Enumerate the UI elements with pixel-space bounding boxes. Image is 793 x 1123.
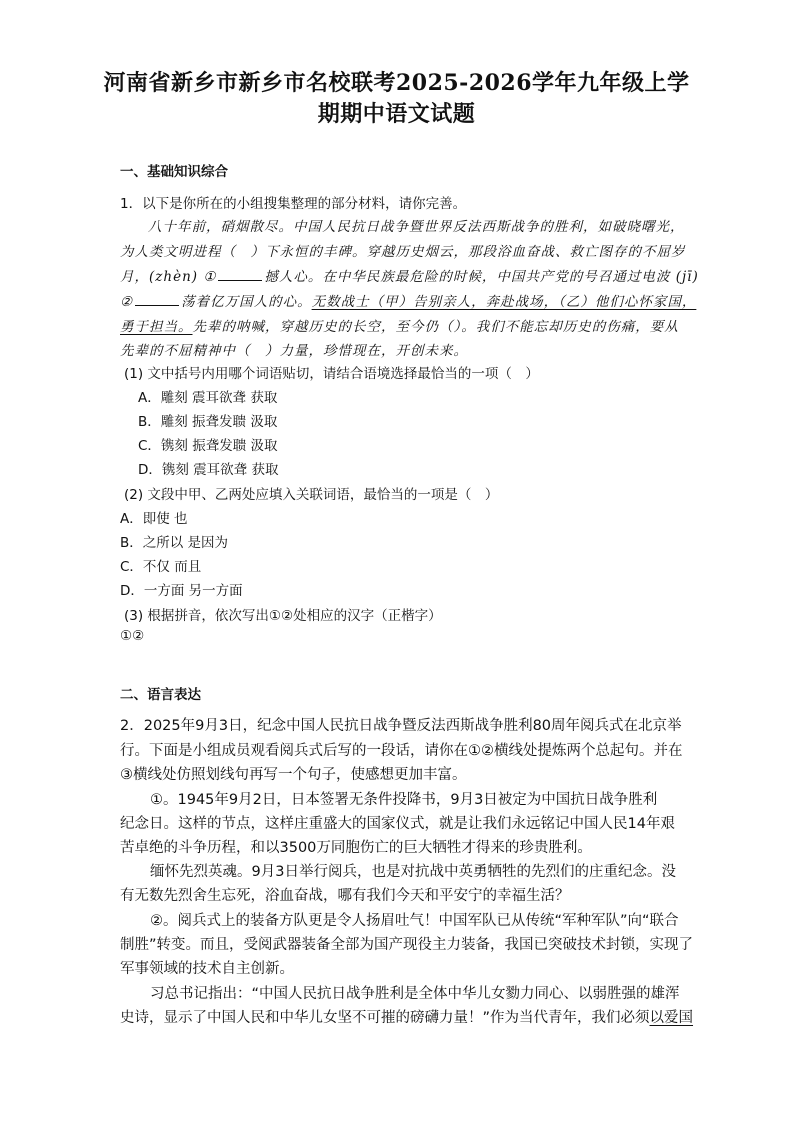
underlined-sentence: 无数战士（甲）告别亲人，奔赴战场，（乙）他们心怀家国， [311,294,697,310]
passage-line-3 [120,265,699,285]
question-2-line-2: 行。下面是小组成员观看阅兵式后写的一段话，请你在①②横线处提炼两个总起句。并在 [120,743,683,759]
passage-line-5 [120,315,679,335]
paragraph-4-line-2 [120,1006,693,1027]
passage-line-6: 先辈的不屈精神中（ ）力量，珍惜现在，开创未来。 [120,343,468,359]
option-2a[interactable]: A．即使 也 [120,511,188,527]
sub-question-2-stem: (2) 文段中甲、乙两处应填入关联词语，最恰当的一项是（ ） [124,487,499,503]
option-2d[interactable]: D．一方面 另一方面 [120,583,243,599]
option-2c[interactable]: C．不仅 而且 [120,559,202,575]
option-1d[interactable]: D．镌刻 震耳欲聋 获取 [138,462,279,478]
passage-line-2: 为人类文明进程（ ）下永恒的丰碑。穿越历史烟云，那段浴血奋战、救亡图存的不屈岁 [120,244,686,260]
answer-blank-2[interactable] [135,293,179,306]
answer-blank-1[interactable] [218,268,262,281]
option-1c[interactable]: C．镌刻 振聋发聩 汲取 [138,438,278,454]
paragraph-3-line-3: 军事领域的技术自主创新。 [120,961,294,977]
passage-text: ② [120,294,134,310]
paragraph-text: 史诗，显示了中国人民和中华儿女坚不可摧的磅礴力量！”作为当代青年，我们必须 [120,1010,650,1026]
option-2b[interactable]: B．之所以 是因为 [120,535,229,551]
paragraph-2-line-1: 缅怀先烈英魂。9月3日举行阅兵，也是对抗战中英勇牺牲的先烈们的庄重纪念。没 [150,864,676,880]
passage-line-1: 八十年前，硝烟散尽。中国人民抗日战争暨世界反法西斯战争的胜利，如破晓曙光， [148,219,685,235]
passage-text: 先辈的呐喊，穿越历史的长空，至今仍（）。我们不能忘却历史的伤痛，要从 [192,319,679,335]
passage-text: 荡着亿万国人的心。 [181,294,312,310]
sub-question-3-stem: (3) 根据拼音，依次写出①②处相应的汉字（正楷字） [124,608,442,624]
question-1-stem: 1．以下是你所在的小组搜集整理的部分材料，请你完善。 [120,196,467,212]
paragraph-4-line-1: 习总书记指出：“中国人民抗日战争胜利是全体中华儿女勠力同心、以弱胜强的雄浑 [150,986,680,1002]
passage-line-4 [120,290,696,310]
paragraph-1-line-2: 纪念日。这样的节点，这样庄重盛大的国家仪式，就是让我们永远铭记中国人民14年艰 [120,816,675,832]
passage-text: 撼人心。在中华民族最危险的时候，中国共产党的号召通过电波 (jī) [264,269,699,285]
paragraph-1-line-1: ①。1945年9月2日，日本签署无条件投降书，9月3日被定为中国抗日战争胜利 [150,792,658,808]
paragraph-3-line-2: 制胜”转变。而且，受阅武器装备全部为国产现役主力装备，我国已突破技术封锁，实现了 [120,937,694,953]
sub-question-3-answer: ①② [120,628,145,644]
section-heading-2: 二、语言表达 [120,687,201,703]
underlined-sentence: 以爱国 [649,1010,694,1026]
option-1b[interactable]: B．雕刻 振聋发聩 汲取 [138,414,278,430]
paragraph-3-line-1: ②。阅兵式上的装备方队更是令人扬眉吐气！中国军队已从传统“军种军队”向“联合 [150,913,679,929]
sub-question-1-stem: (1) 文中括号内用哪个词语贴切，请结合语境选择最恰当的一项（ ） [124,366,539,382]
question-2-line-1: 2．2025年9月3日，纪念中国人民抗日战争暨反法西斯战争胜利80周年阅兵式在北京举 [120,718,682,734]
question-2-line-3: ③横线处仿照划线句再写一个句子，使感想更加丰富。 [120,767,467,783]
paragraph-1-line-3: 苦卓绝的斗争历程，和以3500万同胞伤亡的巨大牺牲才得来的珍贵胜利。 [120,840,592,856]
document-title-line-2: 期期中语文试题 [317,101,476,127]
paragraph-2-line-2: 有无数先烈舍生忘死，浴血奋战，哪有我们今天和平安宁的幸福生活？ [120,888,570,904]
option-1a[interactable]: A．雕刻 震耳欲聋 获取 [138,390,278,406]
document-title-line-1: 河南省新乡市新乡市名校联考2025-2026学年九年级上学 [103,70,690,96]
underlined-sentence: 勇于担当。 [120,319,193,335]
section-heading-1: 一、基础知识综合 [120,164,228,180]
passage-text: 月，(zhèn) ① [120,269,217,285]
